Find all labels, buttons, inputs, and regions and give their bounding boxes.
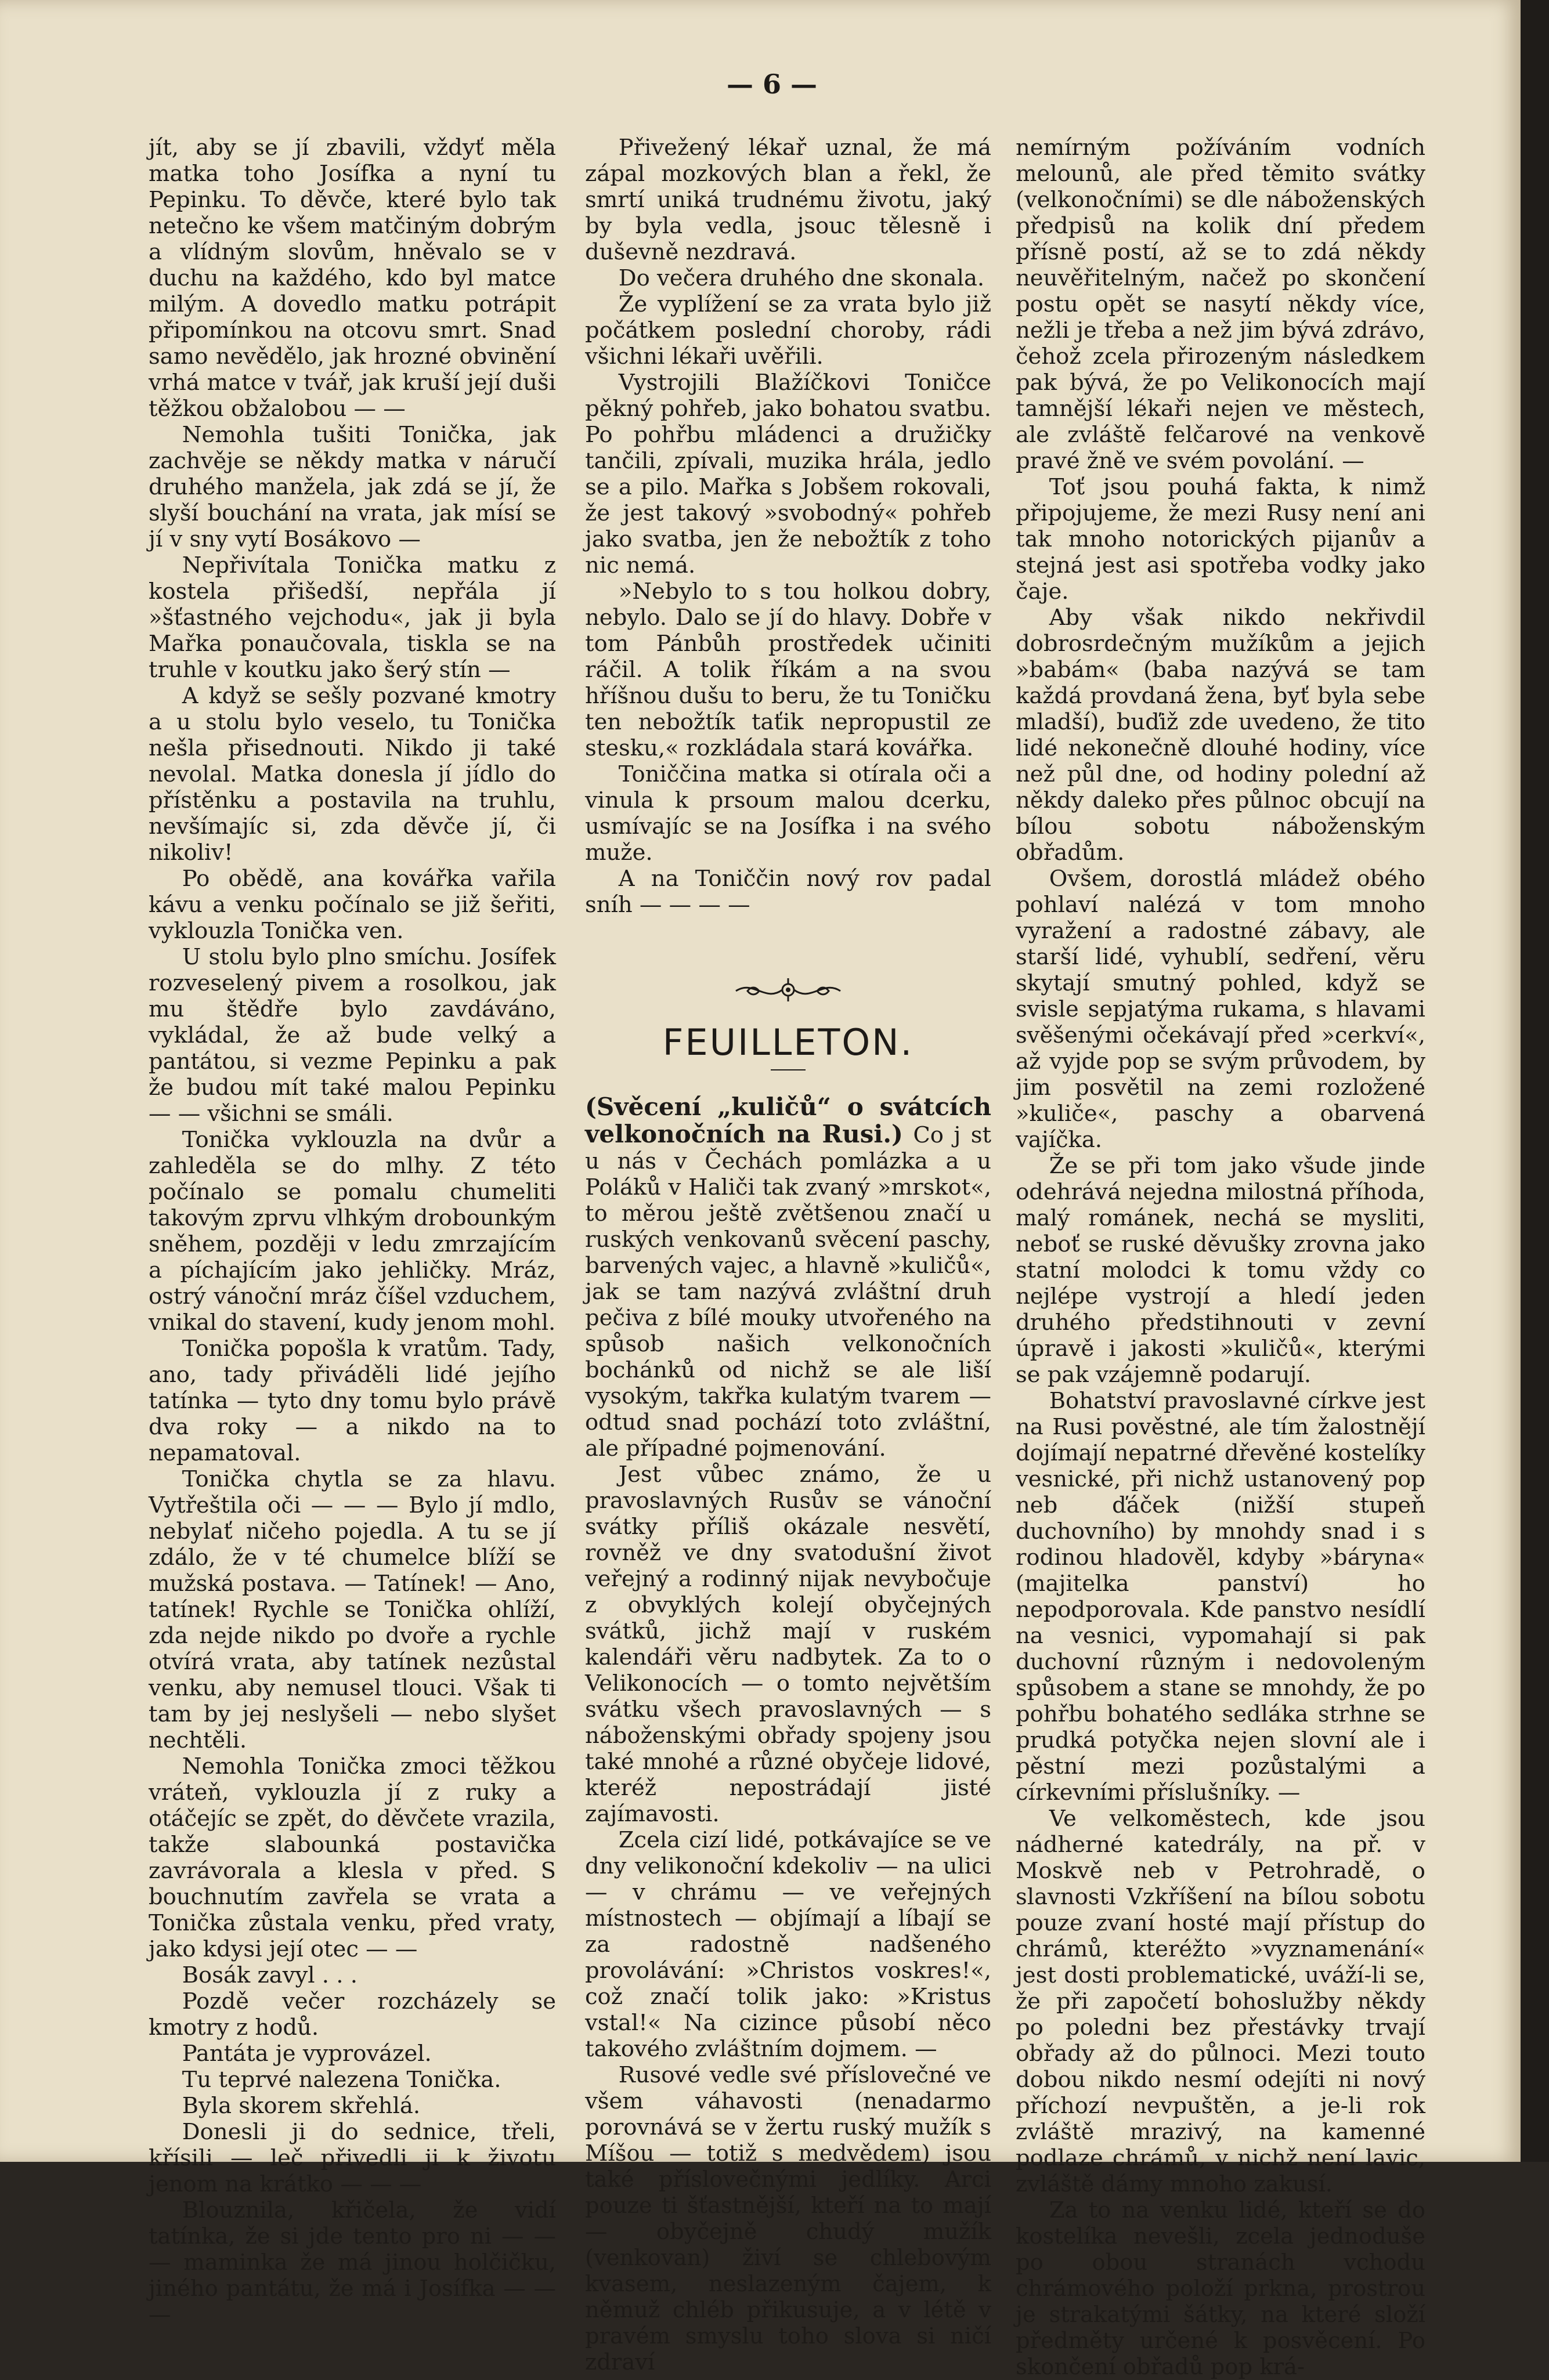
paragraph: Tu teprvé nalezena Tonička. <box>182 2067 501 2093</box>
paragraph: »Nebylo to s tou holkou dobry, nebylo. Dalo se jí do hlavy. Dobře v tom Pánbůh prostředek učiniti ráčil. A tolik říkám a na svou hříšnou dušu to beru, že tu Toničku ten nebožtík taťik nepropustil ze stesku,« rozkládala stará kovářka. <box>585 578 991 761</box>
paragraph: Rusové vedle své příslovečné ve všem váhavosti (nenadarmo porovnává se v žertu ruský mužík s Míšou — totiž s medvědem) jsou také příslovečnými jedlíky. Arci pouze ti šťastnější, kteří na to mají — obyčejně chudý mužík (venkovan) živí se chlebovým kvasem, neslazeným čajem, k němuž chléb přikusuje, a v létě v pravém smyslu toho slova si ničí zdraví <box>585 2062 991 2375</box>
paragraph: Ve velkoměstech, kde jsou nádherné katedrály, na př. v Moskvě neb v Petrohradě, o slavnosti Vzkříšení na bílou sobotu pouze zvaní hosté mají přístup do chrámů, kteréžto »vyznamenání« jest dosti problematické, uváží-li se, že při započetí bohoslužby někdy po poledni bez přestávky trvají obřady až do půlnoci. Mezi touto dobou nikdo nesmí odejíti ni nový příchozí nevpuštěn, a je-li rok zvláště mrazivý, na kamenné podlaze chrámů, v nichž není lavic, zvláště dámy mnoho zakusí. <box>1016 1806 1425 2197</box>
paragraph: Do večera druhého dne skonala. <box>618 265 985 291</box>
scan-edge <box>1521 0 1549 2162</box>
paragraph: Pantáta je vyprovázel. <box>182 2041 432 2067</box>
paragraph: Vystrojili Blažíčkovi Toničce pěkný pohřeb, jako bohatou svatbu. Po pohřbu mládenci a družičky tančili, zpívali, muzika hrála, jedlo se a pilo. Mařka s Jobšem rokovali, že jest takový »svobodný« pohřeb jako svatba, jen že nebožtík z toho nic nemá. <box>585 370 991 578</box>
paragraph: Aby však nikdo nekřivdil dobrosrdečným mužíkům a jejich »babám« (baba nazývá se tam každá provdaná žena, byť byla sebe mladší), buďiž zde uvedeno, že tito lidé nekonečně dlouhé hodiny, více než půl dne, od hodiny polední až někdy daleko přes půlnoc obcují na bílou sobotu náboženským obřadům. <box>1016 605 1425 866</box>
paragraph: Že vyplížení se za vrata bylo již počátkem poslední choroby, rádi všichni lékaři uvěřili. <box>585 291 991 370</box>
paragraph: Ovšem, dorostlá mládež obého pohlaví nalézá v tom mnoho vyražení a radostné zábavy, ale starší lidé, vyhublí, sedření, věru skytají smutný pohled, když se svisle sepjatýma rukama, s hlavami svěšenými očekávají před »cerkví«, až vyjde pop se svým průvodem, by jim posvětil na zemi rozložené »kuliče«, paschy a obarvená vajíčka. <box>1016 866 1425 1153</box>
paragraph: Nemohla Tonička zmoci těžkou vráteň, vyklouzla jí z ruky a otáčejíc se zpět, do děvčete vrazila, takže slabounká postavička zavrávorala a klesla v před. S bouchnutím zavřela se vrata a Tonička zůstala venku, před vraty, jako kdysi její otec — — <box>149 1753 556 1962</box>
paragraph: U stolu bylo plno smíchu. Josífek rozveselený pivem a rosolkou, jak mu štědře bylo zavdáváno, vykládal, že až bude velký a pantátou, si vezme Pepinku a pak že budou mít také malou Pepinku — — všichni se smáli. <box>149 944 556 1127</box>
paragraph: Tonička chytla se za hlavu. Vytřeštila oči — — — Bylo jí mdlo, nebylať ničeho pojedla. A tu se jí zdálo, že v té chumelce blíží se mužská postava. — Tatínek! — Ano, tatínek! Rychle se Tonička ohlíží, zda nejde nikdo po dvoře a rychle otvírá vrata, aby tatínek nezůstal venku, aby nemusel tlouci. Však ti tam by jej neslyšeli — nebo slyšet nechtěli. <box>149 1466 556 1753</box>
heading-rule <box>771 1069 806 1070</box>
paragraph: Po obědě, ana kovářka vařila kávu a venku počínalo se již šeřiti, vyklouzla Tonička ven. <box>149 866 556 944</box>
paragraph: Nepřivítala Tonička matku z kostela přišedší, nepřála jí »šťastného vejchodu«, jak ji byla Mařka ponaučovala, tiskla se na truhle v koutku jako šerý stín — <box>149 552 556 683</box>
paragraph: Pozdě večer rozcházely se kmotry z hodů. <box>149 1988 556 2041</box>
paragraph: Bohatství pravoslavné církve jest na Rusi pověstné, ale tím žalostnějí dojímají nepatrné dřevěné kostelíky vesnické, při nichž ustanovený pop neb ďáček (nižší stupeň duchovního) by mnohdy snad i s rodinou hladověl, kdyby »báryna« (majitelka panství) ho nepodporovala. Kde panstvo nesídlí na vesnici, vypomahají si pak duchovní různým i nedovoleným spůsobem a stane se mnohdy, že po pohřbu bohatého sedláka strhne se prudká potyčka nejen slovní ale i pěstní mezi pozůstalými a církevními příslušníky. — <box>1016 1388 1425 1806</box>
ornament-divider <box>585 974 991 1006</box>
paragraph: Za to na venku lidé, kteří se do kostelíka nevešli, zcela jednoduše po obou stranách vchodu chrámového položí prkna, prostrou je strakatými šátky, na které složí předměty určené k posvěcení. Po skončení obřadů pop krá- <box>1016 2197 1425 2380</box>
feuilleton-headline: (Svěcení „kuličů“ o svátcích velkonočních na Rusi.) <box>585 1093 991 1148</box>
feuilleton-heading: FEUILLETON. <box>662 1021 914 1064</box>
paragraph: Tonička popošla k vratům. Tady, ano, tady přiváděli lidé jejího tatínka — tyto dny tomu bylo právě dva roky — a nikdo na to nepamatoval. <box>149 1336 556 1466</box>
column-1 <box>149 135 556 2328</box>
paragraph: Byla skorem skřehlá. <box>182 2093 421 2119</box>
feuilleton-intro-text: Co j st u nás v Čechách pomlázka a u Poláků v Haliči tak zvaný »mrskot«, to měrou ještě zvětšenou značí u ruských venkovanů svěcení paschy, barvených vajec, a hlavně »kuličů«, jak se tam nazývá zvláštní druh pečiva z bílé mouky utvořeného na spůsob našich velkonočních bochánků od nichž se ale liší vysokým, takřka kulatým tvarem — odtud snad pochází toto zvláštní, ale případné pojmenování. <box>585 1122 991 1462</box>
column-2 <box>585 135 991 2375</box>
paragraph: Nemohla tušiti Tonička, jak zachvěje se někdy matka v náručí druhého manžela, jak zdá se jí, že slyší bouchání na vrata, jak mísí se jí v sny vytí Bosákovo — <box>149 422 556 552</box>
paragraph: Zcela cizí lidé, potkávajíce se ve dny velikonoční kdekoliv — na ulici — v chrámu — ve veřejných místnostech — objímají a líbají se za radostně nadšeného provolávání: »Christos voskres!«, což značí tolik jako: »Kristus vstal!« Na cizince působí něco takového zvláštním dojmem. — <box>585 1827 991 2062</box>
page-number: — 6 — <box>726 68 818 100</box>
feuilleton-intro <box>585 1094 991 1462</box>
paragraph: Tonička vyklouzla na dvůr a zahleděla se do mlhy. Z této počínalo se pomalu chumeliti takovým zprvu vlhkým drobounkým sněhem, později v ledu zmrzajícím a píchajícím jako jehličky. Mráz, ostrý vánoční mráz číšel vzduchem, vnikal do stavení, kudy jenom mohl. <box>149 1127 556 1336</box>
paragraph: jít, aby se jí zbavili, vždyť měla matka toho Josífka a nyní tu Pepinku. To děvče, které bylo tak netečno ke všem matčiným dobrým a vlídným slovům, hněvalo se v duchu na každého, kdo byl matce milým. A dovedlo matku potrápit připomínkou na otcovu smrt. Snad samo nevědělo, jak hrozné obvinění vrhá matce v tvář, jak kruší její duši těžkou obžalobou — — <box>149 135 556 422</box>
paragraph: Jest vůbec známo, že u pravoslavných Rusův se vánoční svátky příliš okázale nesvětí, rovněž ve dny svatodušní život veřejný a rodinný nijak nevybočuje z obvyklých kolejí obyčejných svátků, jichž mají v ruském kalendáři věru nadbytek. Za to o Velikonocích — o tomto největším svátku všech pravoslavných — s náboženskými obřady spojeny jsou také mnohé a různé obyčeje lidové, kteréž nepostrádají jisté zajímavosti. <box>585 1462 991 1827</box>
floral-ornament-icon <box>730 974 846 1006</box>
paragraph: A na Toniččin nový rov padal sníh — — — — <box>585 866 991 918</box>
paragraph: A když se sešly pozvané kmotry a u stolu bylo veselo, tu Tonička nešla přisednouti. Nikdo ji také nevolal. Matka donesla jí jídlo do přístěnku a postavila na truhlu, nevšímajíc si, zda děvče jí, či nikoliv! <box>149 683 556 866</box>
paragraph: Bosák zavyl . . . <box>182 1962 358 1988</box>
paragraph: Toniččina matka si otírala oči a vinula k prsoum malou dcerku, usmívajíc se na Josífka i na svého muže. <box>585 761 991 866</box>
paragraph: nemírným požíváním vodních melounů, ale před těmito svátky (velkonočními) se dle náboženských předpisů na kolik dní předem přísně postí, až se to zdá někdy neuvěřitelným, načež po skončení postu opět se nasytí někdy více, nežli je třeba a než jim bývá zdrávo, čehož zcela přirozeným následkem pak bývá, že po Velikonocích mají tamnější lékaři nejen ve městech, ale zvláště felčarové na venkově pravé žně ve svém povolání. — <box>1016 135 1425 474</box>
paragraph: Přivežený lékař uznal, že má zápal mozkových blan a řekl, že smrtí uniká trudnému životu, jaký by byla vedla, jsouc tělesně i duševně nezdravá. <box>585 135 991 265</box>
column-3 <box>1016 135 1425 2380</box>
paragraph: Že se při tom jako všude jinde odehrává nejedna milostná příhoda, malý románek, nechá se mysliti, neboť se ruské děvušky zrovna jako statní molodci k tomu vždy co nejlépe vystrojí a hledí jeden druhého předstihnouti v zevní úpravě i jakosti »kuličů«, kterými se pak vzájemně podarují. <box>1016 1153 1425 1388</box>
paragraph: Toť jsou pouhá fakta, k nimž připojujeme, že mezi Rusy není ani tak mnoho notorických pijanův a stejná jest asi spotřeba vodky jako čaje. <box>1016 474 1425 605</box>
paragraph: Donesli ji do sednice, třeli, křísili — leč přivedli ji k životu jenom na krátko — — — <box>149 2119 556 2197</box>
paragraph: Blouznila, křičela, že vidí tatínka, že si jde tento pro ni — — — maminka že má jinou holčičku, jiného pantátu, že má i Josífka — — — <box>149 2197 556 2328</box>
